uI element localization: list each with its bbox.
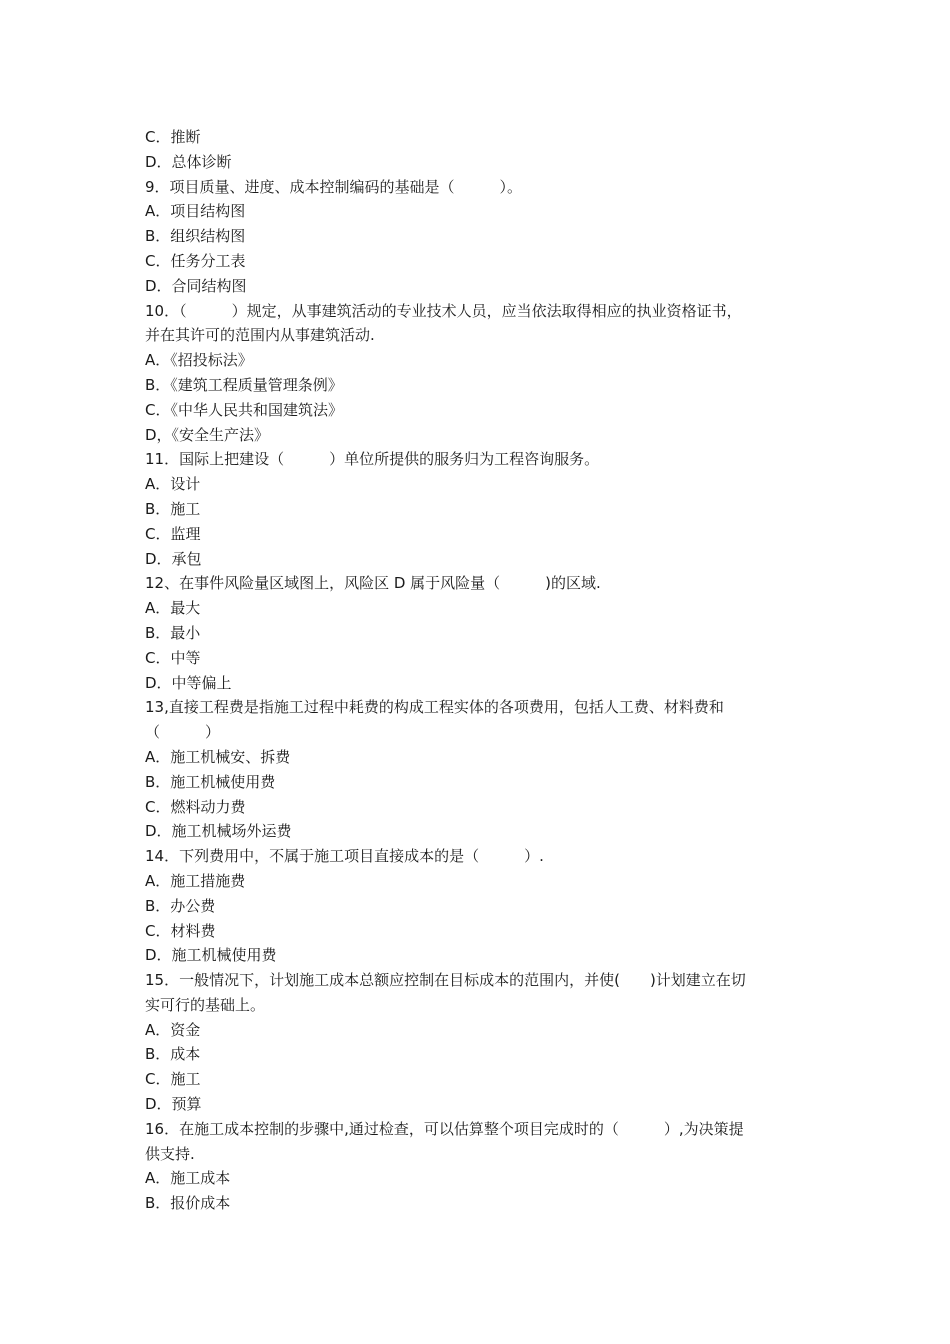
option-line: A．项目结构图 <box>145 202 246 221</box>
option-line: A．资金 <box>145 1020 201 1039</box>
option-line: B．组织结构图 <box>145 227 246 246</box>
option-line: B．施工机械使用费 <box>145 772 276 791</box>
option-line: C．中等 <box>145 648 201 667</box>
option-line: B．办公费 <box>145 896 216 915</box>
option-line: D．总体诊断 <box>145 152 232 171</box>
option-line: B．成本 <box>145 1045 201 1064</box>
question-line: 并在其许可的范围内从事建筑活动. <box>145 326 375 345</box>
option-line: D．合同结构图 <box>145 276 247 295</box>
question-line: 16．在施工成本控制的步骤中,通过检查，可以估算整个项目完成时的（ ）,为决策提 <box>145 1119 744 1138</box>
question-line: 14．下列费用中，不属于施工项目直接成本的是（ ）. <box>145 847 544 866</box>
option-line: A．施工成本 <box>145 1169 231 1188</box>
option-line: D．中等偏上 <box>145 673 232 692</box>
question-line: 供支持. <box>145 1144 195 1163</box>
question-line: （ ） <box>145 723 221 742</box>
option-line: B．报价成本 <box>145 1194 231 1213</box>
option-line: B．最小 <box>145 623 201 642</box>
question-line: 15．一般情况下，计划施工成本总额应控制在目标成本的范围内，并使( )计划建立在切 <box>145 971 746 990</box>
option-line: B．施工 <box>145 499 201 518</box>
question-line: 实可行的基础上。 <box>145 995 266 1014</box>
option-line: C．燃料动力费 <box>145 797 246 816</box>
question-line: 10．（ ）规定，从事建筑活动的专业技术人员，应当依法取得相应的执业资格证书， <box>145 301 742 320</box>
option-line: C．监理 <box>145 524 201 543</box>
document-body <box>145 125 820 1216</box>
option-line: D．施工机械使用费 <box>145 946 277 965</box>
question-line: 9．项目质量、进度、成本控制编码的基础是（ ）。 <box>145 177 523 196</box>
option-line: B．《建筑工程质量管理条例》 <box>145 375 343 394</box>
option-line: C．施工 <box>145 1070 201 1089</box>
option-line: D．施工机械场外运费 <box>145 822 292 841</box>
question-line: 13,直接工程费是指施工过程中耗费的构成工程实体的各项费用，包括人工费、材料费和 <box>145 698 724 717</box>
option-line: C．《中华人民共和国建筑法》 <box>145 400 343 419</box>
option-line: A．最大 <box>145 599 201 618</box>
option-line: A．《招投标法》 <box>145 351 253 370</box>
option-line: C．推断 <box>145 128 201 146</box>
option-line: A．设计 <box>145 475 201 494</box>
option-line: D，《安全生产法》 <box>145 425 270 444</box>
option-line: D．承包 <box>145 549 202 568</box>
option-line: A．施工机械安、拆费 <box>145 747 291 766</box>
question-line: 11．国际上把建设（ ）单位所提供的服务归为工程咨询服务。 <box>145 450 600 469</box>
option-line: D．预算 <box>145 1095 202 1114</box>
question-line: 12、在事件风险量区域图上，风险区 D 属于风险量（ )的区域. <box>145 574 601 593</box>
option-line: C．材料费 <box>145 921 216 940</box>
option-line: C．任务分工表 <box>145 251 246 270</box>
option-line: A．施工措施费 <box>145 871 246 890</box>
